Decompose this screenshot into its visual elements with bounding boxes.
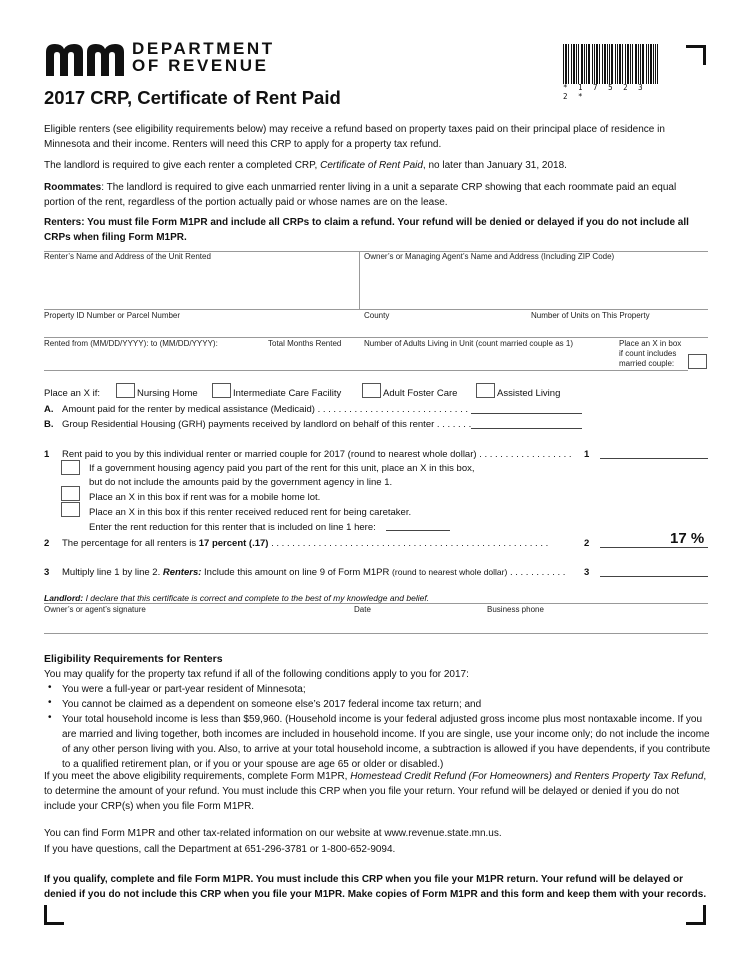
mobile-home-checkbox[interactable] xyxy=(61,486,80,501)
line-3-code: 3 xyxy=(584,567,590,578)
mn-logo-icon xyxy=(44,42,126,76)
renters-warning: Renters: You must file Form M1PR and include all CRPs to claim a refund. Your refund will be denied or delayed if you do not include all CRPs when filing Form M1PR. xyxy=(44,217,689,243)
units-label: Number of Units on This Property xyxy=(531,311,650,320)
gov-agency-checkbox[interactable] xyxy=(61,460,80,475)
adults-label: Number of Adults Living in Unit (count married couple as 1) xyxy=(364,339,573,348)
gov-agency-text-1: If a government housing agency paid you part of the rent for this unit, place an X in this box, xyxy=(89,463,475,474)
line-b-label: B. xyxy=(44,419,54,430)
barcode-icon xyxy=(563,44,658,84)
line-1-text: Rent paid to you by this individual renter or married couple for 2017 (round to nearest whole dollar) . . . . . . . . . . . . . . . . . . xyxy=(62,449,572,460)
eligibility-bullet-1: You were a full-year or part-year resident of Minnesota; xyxy=(62,684,306,695)
bullet-icon: • xyxy=(48,712,52,723)
place-x-label: Place an X if: xyxy=(44,388,100,399)
gov-agency-text-2: but do not include the amounts paid by the government agency in line 1. xyxy=(89,477,393,488)
department-name xyxy=(132,40,275,74)
line-a-field[interactable] xyxy=(471,413,582,414)
eligibility-bullet-3: Your total household income is less than $59,960. (Household income is your federal adjusted gross income plus most nontaxable income. If you are married and living together, both incomes are included in household income. If you are single, use your income only; do not include the income of any other person living with you. Also, to arrive at your total household income, a subtraction is allowed if you have dependents, if you contribute to a qualified retirement plan, or if you or your spouse are age 65 or older or disabled.) xyxy=(62,714,711,770)
adult-foster-checkbox[interactable] xyxy=(362,383,381,398)
line-2-text: The percentage for all renters is 17 percent (.17) . . . . . . . . . . . . . . . . . . . . . . . . . . . . . . . . . . . . . . . . . . . . . . . . . . . . . xyxy=(62,538,549,549)
assisted-living-label: Assisted Living xyxy=(497,388,561,399)
adult-foster-label: Adult Foster Care xyxy=(383,388,458,399)
phone-label: Business phone xyxy=(487,605,544,614)
crop-mark-bottom-right xyxy=(686,905,706,925)
line-1-number: 1 xyxy=(44,449,50,460)
form-title: 2017 CRP, Certificate of Rent Paid xyxy=(44,87,341,108)
caretaker-text: Place an X in this box if this renter received reduced rent for being caretaker. xyxy=(89,507,412,518)
eligibility-intro: You may qualify for the property tax refund if all of the following conditions apply to you for 2017: xyxy=(44,669,469,680)
crop-mark-top-right xyxy=(686,45,706,65)
line-b-field[interactable] xyxy=(471,428,582,429)
nursing-home-checkbox[interactable] xyxy=(116,383,135,398)
date-label: Date xyxy=(354,605,371,614)
county-label: County xyxy=(364,311,390,320)
intro-paragraph-1: Eligible renters (see eligibility requirements below) may receive a refund based on property taxes paid on their principal place of residence in Minnesota and their income. Renters will need this CRP to apply for a property tax refund. xyxy=(44,124,665,150)
intro-paragraph-2: The landlord is required to give each renter a completed CRP, Certificate of Rent Paid, no later than January 31, 2018. xyxy=(44,160,567,171)
married-couple-checkbox[interactable] xyxy=(688,354,707,369)
property-id-label: Property ID Number or Parcel Number xyxy=(44,311,181,320)
line-3-number: 3 xyxy=(44,567,50,578)
dept-line-2: OF REVENUE xyxy=(132,56,269,75)
renter-name-label: Renter’s Name and Address of the Unit Rented xyxy=(44,252,211,261)
eligibility-bullet-2: You cannot be claimed as a dependent on someone else’s 2017 federal income tax return; and xyxy=(62,699,482,710)
reduction-field[interactable] xyxy=(386,530,450,531)
caretaker-checkbox[interactable] xyxy=(61,502,80,517)
line-a-text: Amount paid for the renter by medical assistance (Medicaid) . . . . . . . . . . . . . . . . . . . . . . . . . . . . . xyxy=(62,404,469,415)
declaration-text: Landlord: I declare that this certificate is correct and complete to the best of my knowledge and belief. xyxy=(44,593,430,603)
final-notice: If you qualify, complete and file Form M1PR. You must include this CRP when you file your M1PR return. Your refund will be delayed or denied if you do not include this CRP when you file your M1PR. Make copies of Form M1PR and this form and keep them with your records. xyxy=(44,874,707,900)
barcode-number: * 1 7 5 2 3 2 * xyxy=(563,83,646,101)
line-2-code: 2 xyxy=(584,538,590,549)
assisted-living-checkbox[interactable] xyxy=(476,383,495,398)
bullet-icon: • xyxy=(48,682,52,693)
website-text: You can find Form M1PR and other tax-related information on our website at www.revenue.state.mn.us. xyxy=(44,828,502,839)
icf-checkbox[interactable] xyxy=(212,383,231,398)
dept-line-1: DEPARTMENT xyxy=(132,39,275,58)
rented-dates-label: Rented from (MM/DD/YYYY): to (MM/DD/YYYY): xyxy=(44,339,218,348)
nursing-home-label: Nursing Home xyxy=(137,388,198,399)
signature-label: Owner’s or agent’s signature xyxy=(44,605,146,614)
line-3-field[interactable] xyxy=(600,576,708,577)
roommates-paragraph: Roommates: The landlord is required to give each unmarried renter living in a unit a separate CRP showing that each roommate paid an equal portion of the rent, regardless of the portion actually paid or whose names are on the lease. xyxy=(44,182,677,208)
bullet-icon: • xyxy=(48,697,52,708)
phone-text: If you have questions, call the Department at 651-296-3781 or 1-800-652-9094. xyxy=(44,844,396,855)
line-a-label: A. xyxy=(44,404,54,415)
line-3-text: Multiply line 1 by line 2. Renters: Include this amount on line 9 of Form M1PR (round to nearest whole dollar) . . . . . . . . . . . xyxy=(62,567,566,578)
eligibility-heading: Eligibility Requirements for Renters xyxy=(44,653,223,665)
line-1-code: 1 xyxy=(584,449,590,460)
reduction-text: Enter the rent reduction for this renter that is included on line 1 here: xyxy=(89,522,376,533)
crop-mark-bottom-left xyxy=(44,905,64,925)
icf-label: Intermediate Care Facility xyxy=(233,388,342,399)
mobile-home-text: Place an X in this box if rent was for a mobile home lot. xyxy=(89,492,321,503)
line-2-number: 2 xyxy=(44,538,50,549)
owner-name-label: Owner’s or Managing Agent’s Name and Address (Including ZIP Code) xyxy=(364,252,615,261)
total-months-label: Total Months Rented xyxy=(268,339,342,348)
married-couple-label: Place an X in box if count includes married couple: xyxy=(619,339,682,368)
line-1-field[interactable] xyxy=(600,458,708,459)
line-2-value: 17 % xyxy=(670,530,705,547)
eligibility-after: If you meet the above eligibility requirements, complete Form M1PR, Homestead Credit Refund (For Homeowners) and Renters Property Tax Refund, to determine the amount of your refund. You must include this CRP when you file your return. Your refund will be delayed or denied if you do not include your CRP(s) when you file Form M1PR. xyxy=(44,771,707,812)
line-b-text: Group Residential Housing (GRH) payments received by landlord on behalf of this renter . . . . . . . xyxy=(62,419,472,430)
line-2-field xyxy=(600,547,708,548)
